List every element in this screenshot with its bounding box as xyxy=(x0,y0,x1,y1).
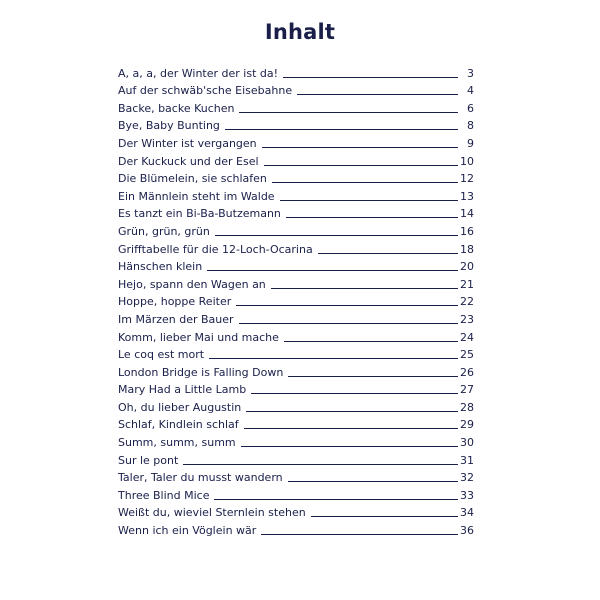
toc-entry-page-number: 21 xyxy=(460,277,474,291)
toc-leader-line xyxy=(183,464,458,465)
toc-leader-line xyxy=(288,376,458,377)
toc-leader-line xyxy=(283,77,458,78)
toc-entry xyxy=(118,115,474,133)
toc-entry-page-number: 10 xyxy=(460,154,474,168)
toc-entry-title: Hoppe, hoppe Reiter xyxy=(118,295,232,309)
toc-entry xyxy=(118,150,474,168)
toc-entry-title: Auf der schwäb'sche Eisebahne xyxy=(118,84,293,98)
toc-leader-line xyxy=(246,411,458,412)
toc-entry-page-number: 9 xyxy=(467,136,474,150)
toc-entry-title: Oh, du lieber Augustin xyxy=(118,400,242,414)
toc-entry-title: Komm, lieber Mai und mache xyxy=(118,330,279,344)
toc-entry xyxy=(118,414,474,432)
toc-entry-page-number: 16 xyxy=(460,224,474,238)
toc-entry-page-number: 27 xyxy=(460,383,474,397)
toc-entry-title: Es tanzt ein Bi-Ba-Butzemann xyxy=(118,207,281,221)
table-of-contents xyxy=(118,62,474,537)
toc-leader-line xyxy=(251,393,458,394)
toc-leader-line xyxy=(244,428,458,429)
toc-entry xyxy=(118,132,474,150)
toc-leader-line xyxy=(318,253,458,254)
toc-entry xyxy=(118,519,474,537)
toc-entry xyxy=(118,449,474,467)
toc-entry-title: Ein Männlein steht im Walde xyxy=(118,189,275,203)
toc-leader-line xyxy=(286,217,458,218)
toc-entry-page-number: 25 xyxy=(460,348,474,362)
toc-entry-page-number: 28 xyxy=(460,400,474,414)
toc-entry xyxy=(118,62,474,80)
toc-entry-page-number: 36 xyxy=(460,524,474,538)
toc-entry xyxy=(118,431,474,449)
toc-entry-page-number: 12 xyxy=(460,172,474,186)
toc-leader-line xyxy=(207,270,458,271)
toc-leader-line xyxy=(264,165,458,166)
toc-entry xyxy=(118,379,474,397)
toc-entry-title: Hänschen klein xyxy=(118,260,203,274)
page-title: Inhalt xyxy=(264,20,336,44)
toc-entry-title: Backe, backe Kuchen xyxy=(118,101,235,115)
toc-entry-title: Grifftabelle für die 12-Loch-Ocarina xyxy=(118,242,313,256)
toc-entry xyxy=(118,80,474,98)
toc-entry xyxy=(118,238,474,256)
toc-entry xyxy=(118,326,474,344)
toc-entry-page-number: 26 xyxy=(460,365,474,379)
toc-entry xyxy=(118,502,474,520)
toc-entry-title: Schlaf, Kindlein schlaf xyxy=(118,418,239,432)
toc-entry-title: Mary Had a Little Lamb xyxy=(118,383,247,397)
toc-leader-line xyxy=(262,147,458,148)
toc-entry-page-number: 33 xyxy=(460,488,474,502)
toc-leader-line xyxy=(241,446,458,447)
toc-entry xyxy=(118,361,474,379)
toc-leader-line xyxy=(239,112,458,113)
toc-entry-title: Sur le pont xyxy=(118,453,179,467)
toc-entry xyxy=(118,220,474,238)
toc-entry-title: Hejo, spann den Wagen an xyxy=(118,277,266,291)
toc-entry-page-number: 31 xyxy=(460,453,474,467)
toc-entry-page-number: 30 xyxy=(460,436,474,450)
toc-entry-title: Taler, Taler du musst wandern xyxy=(118,471,283,485)
toc-entry xyxy=(118,467,474,485)
toc-leader-line xyxy=(209,358,458,359)
toc-leader-line xyxy=(311,516,458,517)
toc-leader-line xyxy=(297,94,458,95)
toc-entry-page-number: 3 xyxy=(467,66,474,80)
toc-entry-title: London Bridge is Falling Down xyxy=(118,365,284,379)
toc-leader-line xyxy=(215,235,458,236)
toc-entry xyxy=(118,203,474,221)
toc-entry-page-number: 24 xyxy=(460,330,474,344)
toc-entry-title: Le coq est mort xyxy=(118,348,205,362)
toc-leader-line xyxy=(261,534,458,535)
toc-entry xyxy=(118,396,474,414)
toc-leader-line xyxy=(214,499,458,500)
toc-entry-title: A, a, a, der Winter der ist da! xyxy=(118,66,279,80)
toc-entry-title: Der Kuckuck und der Esel xyxy=(118,154,259,168)
toc-leader-line xyxy=(280,200,458,201)
toc-entry xyxy=(118,273,474,291)
toc-entry-page-number: 23 xyxy=(460,312,474,326)
toc-entry xyxy=(118,344,474,362)
toc-entry xyxy=(118,308,474,326)
toc-entry xyxy=(118,185,474,203)
toc-leader-line xyxy=(236,305,458,306)
toc-entry-title: Grün, grün, grün xyxy=(118,224,210,238)
toc-entry-page-number: 32 xyxy=(460,471,474,485)
toc-entry xyxy=(118,168,474,186)
toc-entry xyxy=(118,291,474,309)
toc-entry-title: Weißt du, wieviel Sternlein stehen xyxy=(118,506,306,520)
toc-entry-title: Im Märzen der Bauer xyxy=(118,312,234,326)
toc-entry-page-number: 6 xyxy=(467,101,474,115)
toc-entry-title: Three Blind Mice xyxy=(118,488,210,502)
toc-entry-title: Wenn ich ein Vöglein wär xyxy=(118,524,257,538)
toc-entry-page-number: 34 xyxy=(460,506,474,520)
toc-entry-title: Bye, Baby Bunting xyxy=(118,119,220,133)
toc-leader-line xyxy=(271,288,458,289)
toc-entry-page-number: 29 xyxy=(460,418,474,432)
toc-entry xyxy=(118,256,474,274)
toc-entry xyxy=(118,484,474,502)
toc-entry-page-number: 22 xyxy=(460,295,474,309)
toc-entry-title: Die Blümelein, sie schlafen xyxy=(118,172,267,186)
toc-entry xyxy=(118,97,474,115)
toc-entry-page-number: 18 xyxy=(460,242,474,256)
toc-entry-page-number: 8 xyxy=(467,119,474,133)
toc-leader-line xyxy=(225,129,458,130)
toc-entry-page-number: 20 xyxy=(460,260,474,274)
toc-leader-line xyxy=(239,323,458,324)
toc-leader-line xyxy=(272,182,458,183)
toc-leader-line xyxy=(284,341,458,342)
toc-leader-line xyxy=(288,481,458,482)
toc-entry-page-number: 13 xyxy=(460,189,474,203)
toc-entry-page-number: 14 xyxy=(460,207,474,221)
toc-entry-title: Der Winter ist vergangen xyxy=(118,136,257,150)
toc-entry-page-number: 4 xyxy=(467,84,474,98)
toc-entry-title: Summ, summ, summ xyxy=(118,436,236,450)
